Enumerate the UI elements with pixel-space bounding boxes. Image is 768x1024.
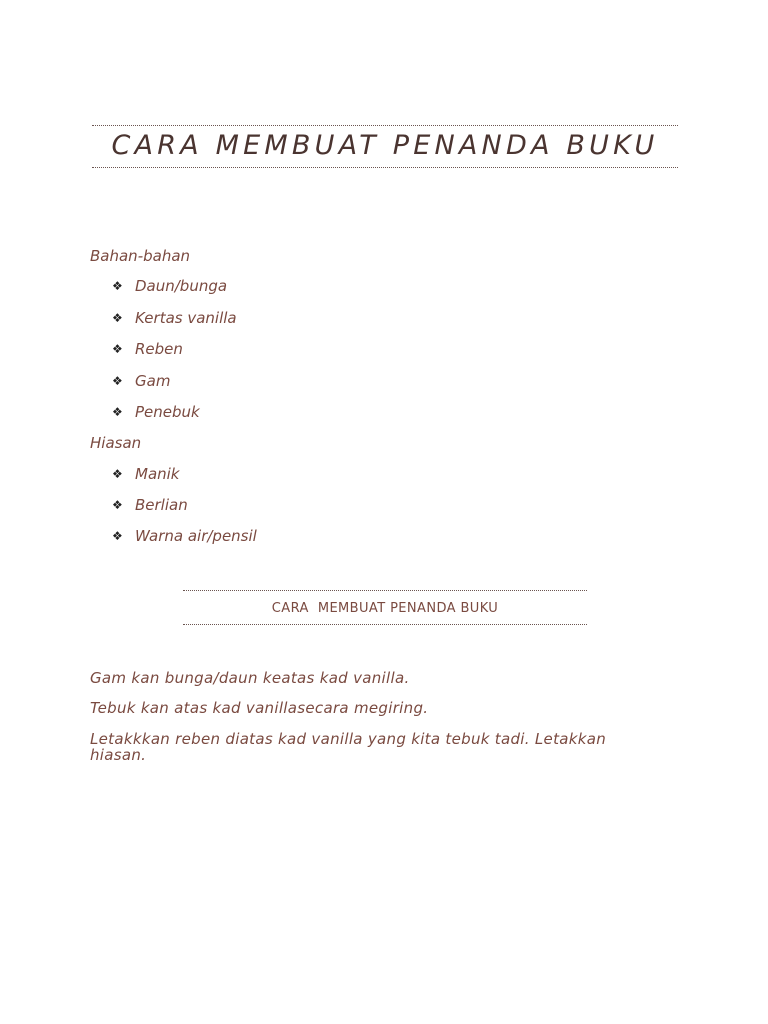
list-item-text: Reben [135,340,183,358]
list-item-text: Kertas vanilla [135,309,237,327]
list-item [112,277,227,295]
list-item [112,527,257,545]
list-item [112,496,188,514]
subtitle-block [183,590,587,625]
diamond-bullet-icon: ❖ [112,374,123,388]
step-paragraph: Tebuk kan atas kad vanillasecara megiring. [90,699,429,717]
list-item-text: Gam [135,372,171,390]
list-item [112,465,180,483]
subtitle: CARA MEMBUAT PENANDA BUKU [271,601,499,616]
list-item-text: Berlian [135,496,188,514]
diamond-bullet-icon: ❖ [112,311,123,325]
list-item [112,372,170,390]
list-item-text: Manik [135,465,180,483]
step-paragraph: Gam kan bunga/daun keatas kad vanilla. [90,669,410,687]
list-item-text: Warna air/pensil [135,527,257,545]
diamond-bullet-icon: ❖ [112,279,123,293]
section-heading-hiasan: Hiasan [90,434,142,452]
diamond-bullet-icon: ❖ [112,529,123,543]
list-item-text: Daun/bunga [135,277,228,295]
section-heading-bahan: Bahan-bahan [90,247,191,265]
diamond-bullet-icon: ❖ [112,405,123,419]
diamond-bullet-icon: ❖ [112,498,123,512]
title-block [92,125,678,168]
list-item-text: Penebuk [135,403,200,421]
list-item [112,340,183,358]
list-item [112,403,200,421]
diamond-bullet-icon: ❖ [112,467,123,481]
page-title: CARA MEMBUAT PENANDA BUKU [111,130,659,161]
list-item [112,309,237,327]
step-paragraph: Letakkkan reben diatas kad vanilla yang kita tebuk tadi. Letakkan hiasan. [90,730,607,764]
diamond-bullet-icon: ❖ [112,342,123,356]
